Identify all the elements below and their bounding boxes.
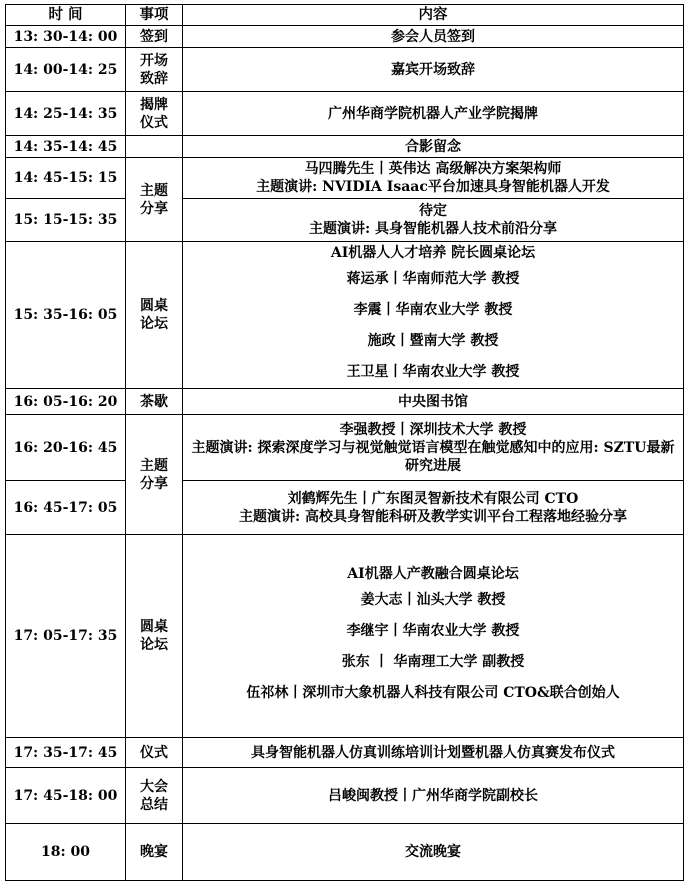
schedule-table bbox=[5, 4, 684, 881]
content-line: 参会人员签到 bbox=[391, 28, 475, 45]
content-cell bbox=[183, 389, 684, 415]
item-cell: 仪式 bbox=[126, 738, 183, 768]
content-line: 李强教授丨深圳技术大学 教授 bbox=[339, 421, 527, 438]
time-cell: 18: 00 bbox=[6, 824, 126, 881]
item-cell: 晚宴 bbox=[126, 824, 183, 881]
table-row bbox=[6, 158, 684, 199]
content-cell bbox=[183, 136, 684, 158]
header-content: 内容 bbox=[183, 5, 684, 26]
time-cell: 16: 20-16: 45 bbox=[6, 415, 126, 481]
time-cell: 16: 45-17: 05 bbox=[6, 481, 126, 535]
content-cell bbox=[183, 48, 684, 92]
header-row bbox=[6, 5, 684, 26]
content-line: 王卫星丨华南农业大学 教授 bbox=[346, 364, 520, 380]
table-row bbox=[6, 92, 684, 136]
content-line: 主题演讲: 探索深度学习与视觉触觉语言模型在触觉感知中的应用: SZTU最新研究进展 bbox=[191, 439, 675, 474]
content-line: 交流晚宴 bbox=[405, 844, 461, 860]
content-cell bbox=[183, 26, 684, 48]
header-time: 时 间 bbox=[6, 5, 126, 26]
content-cell bbox=[183, 768, 684, 824]
table-row bbox=[6, 415, 684, 481]
content-line: 待定 bbox=[419, 203, 447, 219]
table-row bbox=[6, 481, 684, 535]
header-item: 事项 bbox=[126, 5, 183, 26]
table-row bbox=[6, 824, 684, 881]
content-cell bbox=[183, 535, 684, 738]
item-cell: 圆桌 论坛 bbox=[126, 242, 183, 389]
content-cell bbox=[183, 242, 684, 389]
content-line: 具身智能机器人仿真训练培训计划暨机器人仿真赛发布仪式 bbox=[251, 744, 615, 761]
time-cell: 13: 30-14: 00 bbox=[6, 26, 126, 48]
table-row bbox=[6, 26, 684, 48]
content-line: 主题演讲: NVIDIA Isaac平台加速具身智能机器人开发 bbox=[256, 179, 610, 195]
time-cell: 17: 35-17: 45 bbox=[6, 738, 126, 768]
content-line: 合影留念 bbox=[405, 138, 461, 155]
content-cell bbox=[183, 92, 684, 136]
content-cell bbox=[183, 738, 684, 768]
content-line: 施政丨暨南大学 教授 bbox=[367, 333, 499, 349]
item-cell: 主题 分享 bbox=[126, 158, 183, 242]
content-line: 蒋运承丨华南师范大学 教授 bbox=[346, 271, 520, 287]
content-line: 吕峻闽教授丨广州华商学院副校长 bbox=[328, 787, 538, 804]
item-cell: 开场 致辞 bbox=[126, 48, 183, 92]
content-line: 主题演讲: 高校具身智能科研及教学实训平台工程落地经验分享 bbox=[238, 508, 628, 525]
content-line: 广州华商学院机器人产业学院揭牌 bbox=[328, 105, 538, 122]
time-cell: 14: 45-15: 15 bbox=[6, 158, 126, 199]
time-cell: 16: 05-16: 20 bbox=[6, 389, 126, 415]
content-line: 中央图书馆 bbox=[398, 393, 468, 410]
time-cell: 14: 35-14: 45 bbox=[6, 136, 126, 158]
item-cell: 圆桌 论坛 bbox=[126, 535, 183, 738]
time-cell: 15: 35-16: 05 bbox=[6, 242, 126, 389]
time-cell: 14: 00-14: 25 bbox=[6, 48, 126, 92]
table-row bbox=[6, 389, 684, 415]
content-cell bbox=[183, 415, 684, 481]
content-line: 嘉宾开场致辞 bbox=[391, 61, 475, 78]
content-line: 刘鹤辉先生丨广东图灵智新技术有限公司 CTO bbox=[287, 490, 579, 507]
table-row bbox=[6, 48, 684, 92]
table-row bbox=[6, 535, 684, 738]
table-row bbox=[6, 199, 684, 242]
item-cell: 揭牌 仪式 bbox=[126, 92, 183, 136]
time-cell: 15: 15-15: 35 bbox=[6, 199, 126, 242]
time-cell: 17: 05-17: 35 bbox=[6, 535, 126, 738]
content-line: 李继宇丨华南农业大学 教授 bbox=[346, 623, 520, 639]
table-row bbox=[6, 242, 684, 389]
content-line: 主题演讲: 具身智能机器人技术前沿分享 bbox=[308, 221, 558, 237]
time-cell: 14: 25-14: 35 bbox=[6, 92, 126, 136]
content-cell bbox=[183, 199, 684, 242]
item-cell: 大会 总结 bbox=[126, 768, 183, 824]
content-line: 马四腾先生丨英伟达 高级解决方案架构师 bbox=[304, 161, 562, 177]
content-line: 张东 丨 华南理工大学 副教授 bbox=[341, 654, 525, 670]
content-line: AI机器人产教融合圆桌论坛 bbox=[347, 566, 519, 582]
item-cell: 主题 分享 bbox=[126, 415, 183, 535]
time-cell: 17: 45-18: 00 bbox=[6, 768, 126, 824]
item-cell bbox=[126, 136, 183, 158]
content-line: 李震丨华南农业大学 教授 bbox=[353, 302, 513, 318]
item-cell: 茶歇 bbox=[126, 389, 183, 415]
content-cell bbox=[183, 824, 684, 881]
item-cell: 签到 bbox=[126, 26, 183, 48]
content-line: 伍祁林丨深圳市大象机器人科技有限公司 CTO&联合创始人 bbox=[246, 685, 620, 701]
table-row bbox=[6, 768, 684, 824]
content-cell bbox=[183, 158, 684, 199]
content-line: AI机器人人才培养 院长圆桌论坛 bbox=[330, 245, 536, 261]
content-cell bbox=[183, 481, 684, 535]
table-row bbox=[6, 136, 684, 158]
content-line: 姜大志丨汕头大学 教授 bbox=[360, 592, 506, 608]
table-row bbox=[6, 738, 684, 768]
